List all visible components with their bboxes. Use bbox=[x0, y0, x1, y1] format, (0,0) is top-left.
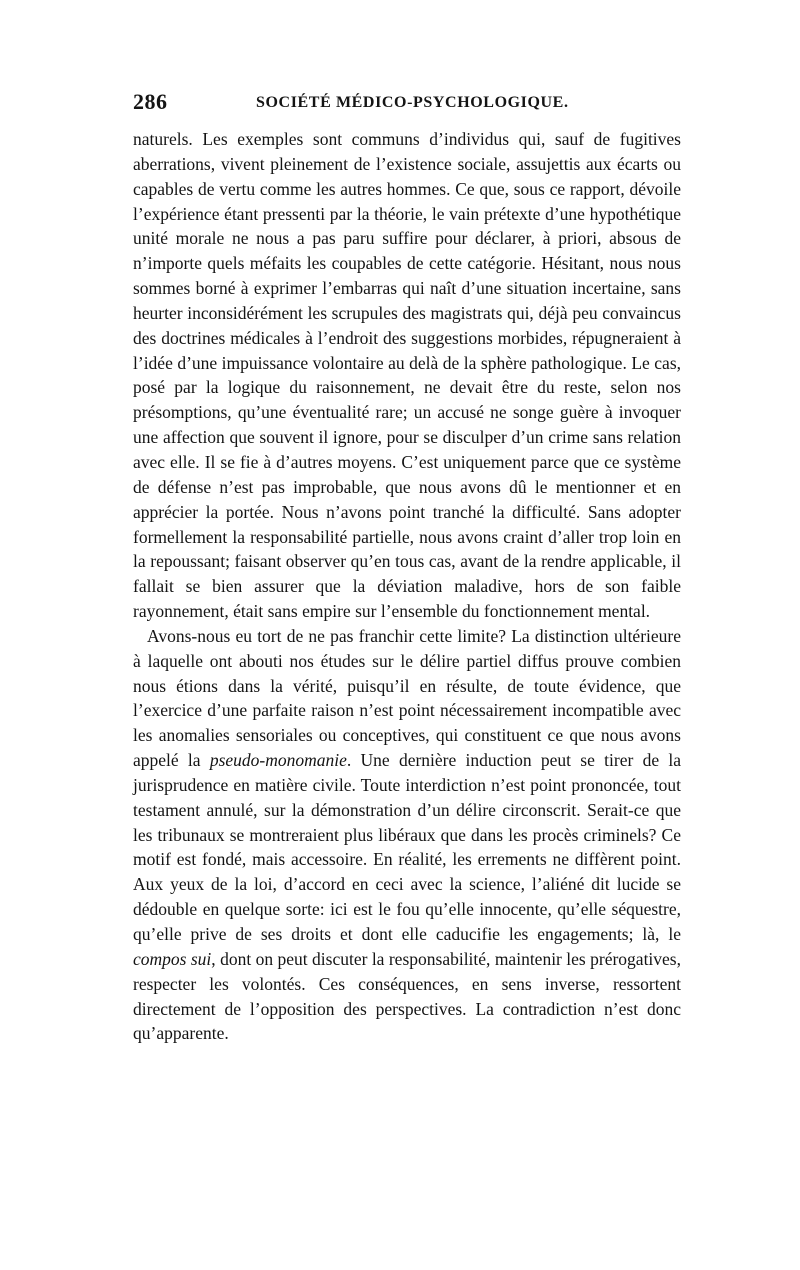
italic-term-pseudo-monomanie: pseudo-monomanie bbox=[209, 750, 347, 771]
running-title: SOCIÉTÉ MÉDICO-PSYCHOLOGIQUE. bbox=[256, 94, 569, 111]
paragraph-2-part-3: , dont on peut discuter la responsabilité, maintenir les prérogatives, respecter les volontés. Ces conséquences, en sens inverse, ressortent directement de l’opposition des perspectives. La contradiction n’est donc qu’apparente. bbox=[133, 948, 681, 1044]
paragraph-2-part-2: . Une dernière induction peut se tirer de la jurisprudence en matière civile. Toute interdiction n’est point prononcée, tout testament annulé, sur la démonstration d’un délire circonscrit. Serait-ce que les tribunaux se montreraient plus libéraux que dans les procès criminels? Ce motif est fondé, mais accessoire. En réalité, les errements ne diffèrent point. Aux yeux de la loi, d’accord en ceci avec la science, l’aliéné dit lucide se dédouble en quelque sorte: ici est le fou qu’elle innocente, qu’elle séquestre, qu’elle prive de ses droits et dont elle caducifie les engagements; là, le bbox=[133, 750, 681, 944]
running-header bbox=[133, 88, 681, 116]
body-text bbox=[133, 127, 681, 1046]
page-number: 286 bbox=[133, 89, 168, 114]
italic-term-compos-sui: compos sui bbox=[133, 948, 212, 969]
paragraph-2-part-1: Avons-nous eu tort de ne pas franchir cette limite? La distinction ultérieure à laquelle ont abouti nos études sur le délire partiel diffus prouve combien nous étions dans la vérité, puisqu’il en résulte, de toute évidence, que l’exercice d’une parfaite raison n’est point nécessairement incompatible avec les anomalies sensoriales ou conceptives, qui constituent ce que nous avons appelé la bbox=[133, 625, 681, 771]
paragraph-2 bbox=[133, 624, 681, 1046]
paragraph-1: naturels. Les exemples sont communs d’individus qui, sauf de fugitives aberrations, vivent pleinement de l’existence sociale, assujettis aux écarts ou capables de vertu comme les autres hommes. Ce que, sous ce rapport, dévoile l’expérience étant pressenti par la théorie, le vain prétexte d’une hypothétique unité morale ne nous a pas paru suffire pour déclarer, à priori, absous de n’importe quels méfaits les coupables de cette catégorie. Hésitant, nous nous sommes borné à exprimer l’embarras qui naît d’une situation incertaine, sans heurter inconsidérément les scrupules des magistrats qui, déjà peu convaincus des doctrines médicales à l’endroit des suggestions morbides, répugneraient à l’idée d’une impuissance volontaire au delà de la sphère pathologique. Le cas, posé par la logique du raisonnement, ne devait être du reste, selon nos présomptions, qu’une éventualité rare; un accusé ne songe guère à invoquer une affection que souvent il ignore, pour se disculper d’un crime sans relation avec elle. Il se fie à d’autres moyens. C’est uniquement parce que ce système de défense n’est pas improbable, que nous avons dû le mentionner et en apprécier la portée. Nous n’avons point tranché la difficulté. Sans adopter formellement la responsabilité partielle, nous avons craint d’aller trop loin en la repoussant; faisant observer qu’en tous cas, avant de la rendre applicable, il fallait se bien assurer que la déviation maladive, hors de son faible rayonnement, était sans empire sur l’ensemble du fonctionnement mental. bbox=[133, 129, 681, 622]
